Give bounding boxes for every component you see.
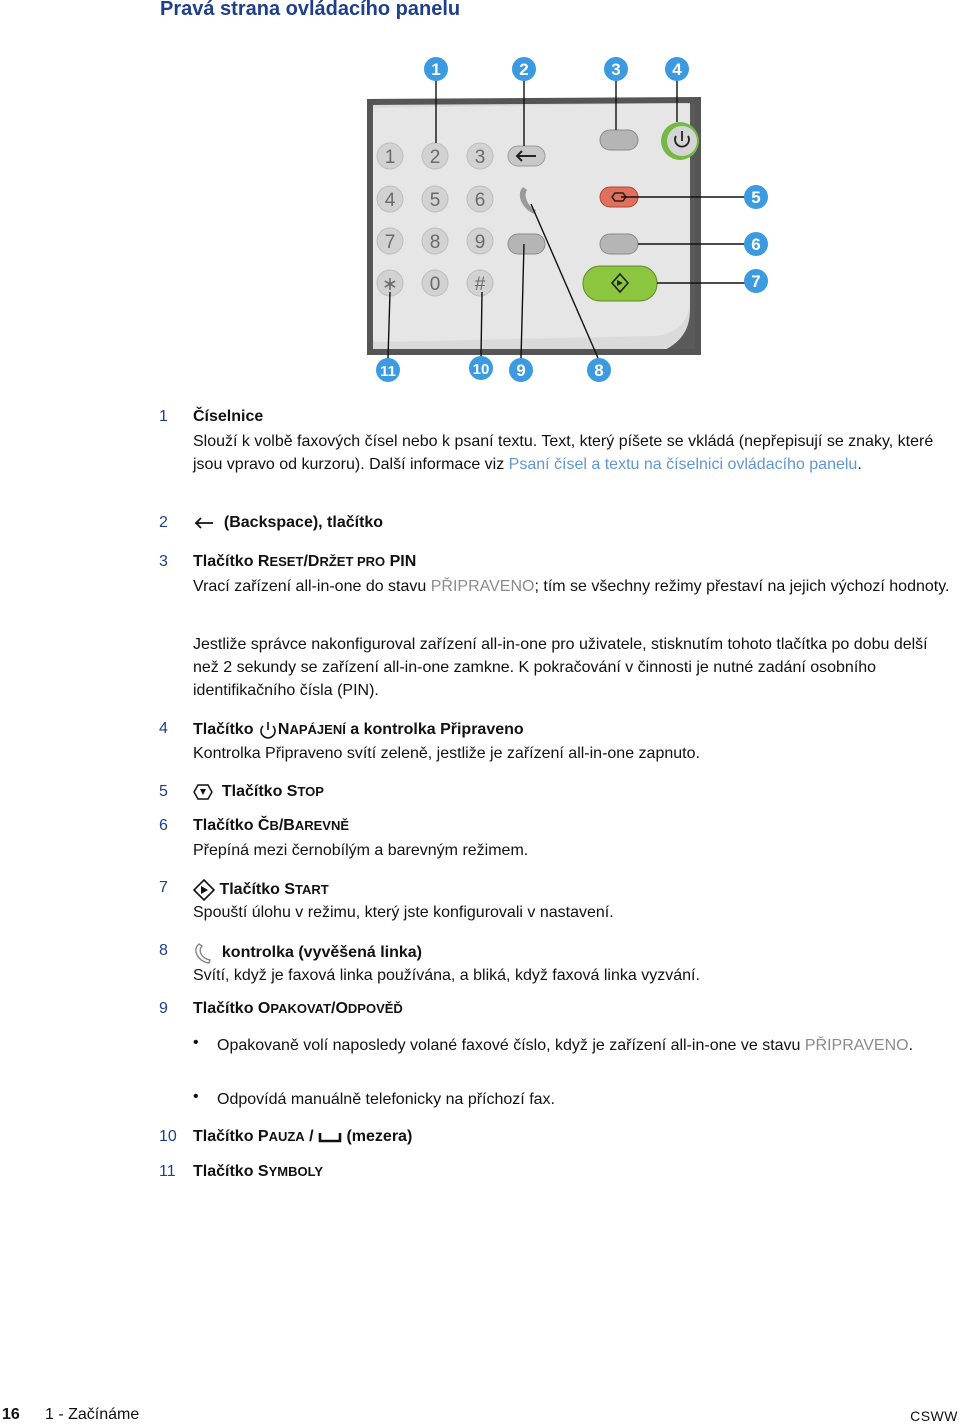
svg-text:6: 6	[751, 235, 761, 254]
svg-text:2: 2	[519, 60, 529, 79]
svg-text:1: 1	[431, 60, 441, 79]
item-description: Vrací zařízení all-in-one do stavu PŘIPRAVENO; tím se všechny režimy přestaví na jejich výchozí hodnoty.	[193, 578, 950, 595]
page-number: 16	[2, 1406, 20, 1423]
callout-6	[744, 232, 768, 256]
item-number: 1	[159, 408, 168, 425]
item-title: Tlačítko NAPÁJENÍ a kontrolka Připraveno	[193, 721, 524, 739]
panel-surface-inner	[374, 104, 690, 342]
svg-text:6: 6	[474, 190, 486, 211]
callout-1	[424, 57, 448, 81]
backspace-button	[508, 146, 545, 166]
item-description: Svítí, když je faxová linka používána, a bliká, když faxová linka vyzvání.	[193, 967, 700, 984]
bullet-dot: •	[193, 1034, 199, 1051]
reset-button	[600, 130, 638, 150]
key-4	[377, 186, 403, 212]
callout-10	[469, 356, 493, 380]
callout-7	[744, 269, 768, 293]
item-title: Číselnice	[193, 408, 264, 425]
footer-chapter: 1 - Začínáme	[45, 1406, 140, 1423]
callout-2	[512, 57, 536, 81]
start-button	[583, 266, 657, 301]
item-description: Přepíná mezi černobílým a barevným režimem.	[193, 842, 529, 859]
bullet-text: Opakovaně volí naposledy volané faxové číslo, když je zařízení all-in-one ve stavu PŘIPRAVENO.	[217, 1037, 914, 1054]
svg-text:7: 7	[384, 232, 396, 253]
callout-8	[587, 358, 611, 382]
key-1	[377, 143, 403, 169]
item-note: Jestliže správce nakonfiguroval zařízení all-in-one pro uživatele, stisknutím tohoto tlačítka po dobu delší než 2 sekundy se zařízení all-in-one zamkne. K pokračování v činnosti je nutné zadání osobního identifikačního čísla (PIN).	[193, 636, 928, 699]
svg-text:3: 3	[611, 60, 621, 79]
svg-text:10: 10	[472, 361, 490, 378]
space-icon	[318, 1131, 342, 1143]
svg-text:5: 5	[751, 188, 761, 207]
item-title: Tlačítko SYMBOLY	[193, 1163, 323, 1180]
svg-text:#: #	[474, 274, 486, 295]
bullet-dot: •	[193, 1088, 199, 1105]
item-title: Tlačítko STOP	[193, 783, 324, 801]
backspace-icon	[193, 516, 215, 530]
bullet-text: Odpovídá manuálně telefonicky na příchozí fax.	[217, 1091, 555, 1108]
item-description: Kontrolka Připraveno svítí zeleně, jestliže je zařízení all-in-one zapnuto.	[193, 745, 700, 762]
item-title: (Backspace), tlačítko	[193, 514, 383, 532]
callout-4	[665, 57, 689, 81]
item-title: Tlačítko ČB/BAREVNĚ	[193, 817, 350, 834]
color-mode-button	[600, 234, 638, 254]
svg-text:0: 0	[429, 274, 441, 295]
cross-reference-link[interactable]: Psaní čísel a textu na číselnici ovládacího panelu	[508, 456, 858, 473]
callout-9	[509, 358, 533, 382]
redial-button	[508, 234, 545, 254]
key-8	[422, 228, 448, 254]
svg-text:8: 8	[594, 361, 604, 380]
key-0	[422, 270, 448, 296]
key-label: 1	[384, 147, 396, 168]
key-3	[467, 143, 493, 169]
start-diamond-icon	[193, 879, 215, 901]
key-7	[377, 228, 403, 254]
key-hash	[467, 270, 493, 296]
svg-text:11: 11	[380, 363, 396, 380]
svg-text:9: 9	[474, 232, 486, 253]
power-icon	[258, 720, 278, 740]
key-2	[422, 143, 448, 169]
phone-icon	[193, 942, 213, 964]
footer-locale: CSWW	[910, 1408, 958, 1424]
item-description: Slouží k volbě faxových čísel nebo k psaní textu. Text, který píšete se vkládá (nepřepisují se znaky, které jsou vpravo od kurzoru). Další informace viz Psaní čísel a textu na číselnici ovládacího panelu.	[193, 433, 934, 473]
svg-text:9: 9	[516, 361, 526, 380]
svg-text:4: 4	[384, 190, 396, 211]
callout-5	[744, 185, 768, 209]
page-title: Pravá strana ovládacího panelu	[160, 0, 461, 20]
item-title: Tlačítko OPAKOVAT/ODPOVĚĎ	[193, 1000, 403, 1017]
item-title: Tlačítko START	[193, 879, 329, 901]
svg-text:2: 2	[429, 147, 441, 168]
item-title: kontrolka (vyvěšená linka)	[193, 942, 422, 964]
svg-text:7: 7	[751, 272, 761, 291]
power-button	[661, 122, 699, 160]
svg-text:4: 4	[672, 60, 682, 79]
callout-3	[604, 57, 628, 81]
callout-11	[376, 358, 400, 382]
svg-text:8: 8	[429, 232, 441, 253]
item-title: Tlačítko PAUZA / (mezera)	[193, 1128, 413, 1145]
control-panel-figure	[0, 0, 960, 400]
key-5	[422, 186, 448, 212]
stop-icon	[193, 783, 213, 801]
svg-text:5: 5	[429, 190, 441, 211]
key-9	[467, 228, 493, 254]
svg-text:3: 3	[474, 147, 486, 168]
key-6	[467, 186, 493, 212]
item-title: Tlačítko RESET/DRŽET PRO PIN	[193, 553, 417, 570]
item-description: Spouští úlohu v režimu, který jste konfigurovali v nastavení.	[193, 904, 614, 921]
svg-text:∗: ∗	[382, 274, 398, 295]
